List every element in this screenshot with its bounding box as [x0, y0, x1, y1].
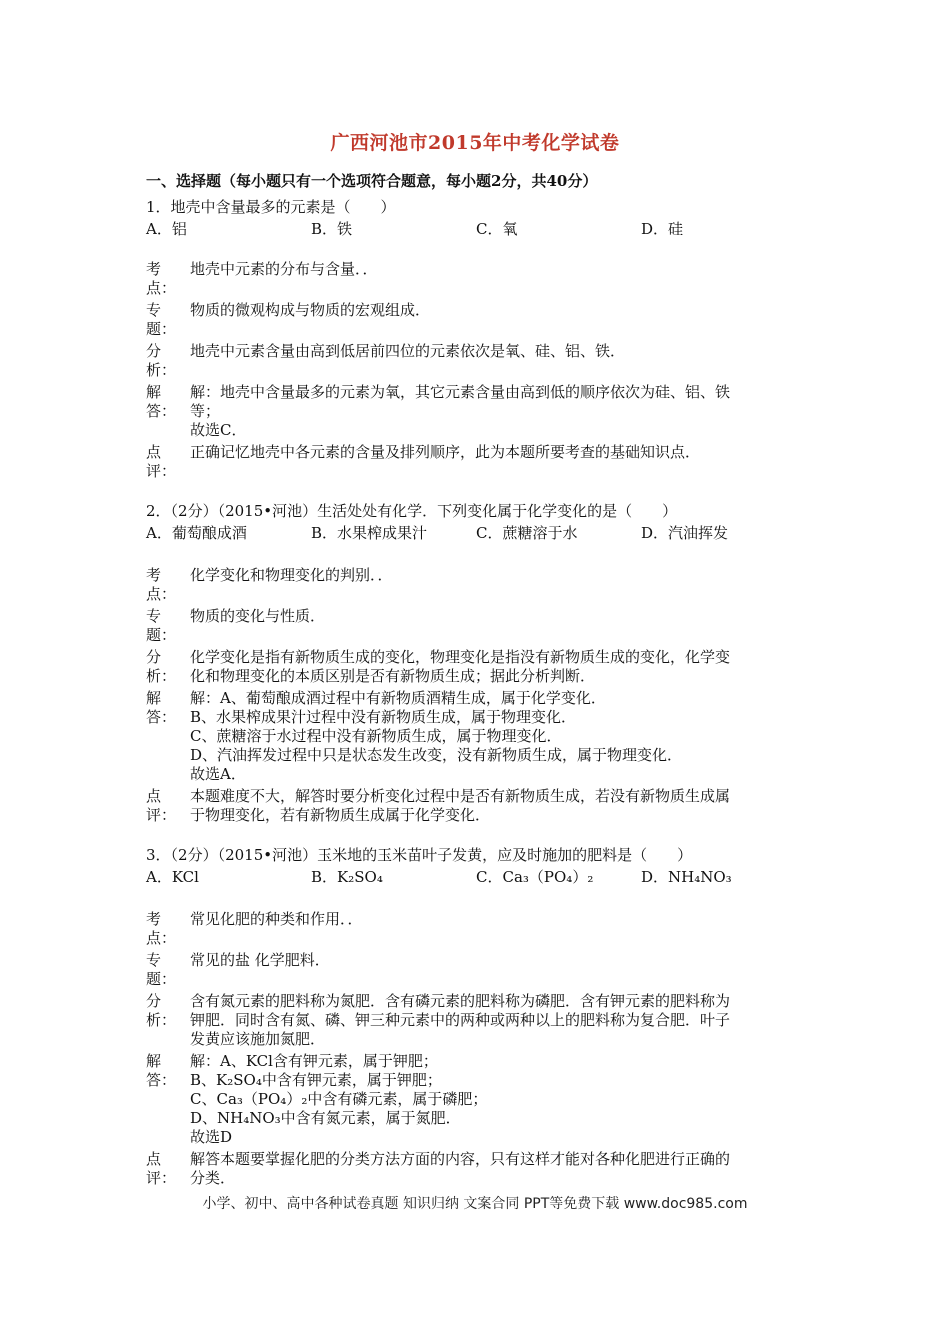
row-label: 解: [146, 689, 162, 707]
row-text: B、水果榨成果汁过程中没有新物质生成，属于物理变化．: [190, 708, 577, 726]
row-label: 题：: [146, 626, 177, 644]
row-text: 常见化肥的种类和作用．．: [190, 910, 363, 928]
row-text: 地壳中元素的分布与含量．．: [190, 260, 378, 278]
row-text: 正确记忆地壳中各元素的含量及排列顺序，此为本题所要考查的基础知识点．: [190, 443, 701, 461]
question-stem: 3．（2分）（2015•河池）玉米地的玉米苗叶子发黄，应及时施加的肥料是（ ）: [146, 846, 693, 864]
row-label: 专: [146, 607, 162, 625]
row-label: 答：: [146, 402, 177, 420]
analysis-fenxi: [146, 342, 806, 380]
analysis-zhuanti: [146, 301, 806, 339]
row-label: 解: [146, 1052, 162, 1070]
row-label: 点：: [146, 279, 177, 297]
row-label: 分: [146, 992, 162, 1010]
row-text: 故选D: [190, 1128, 233, 1146]
row-text: 故选C．: [190, 421, 247, 439]
row-label: 专: [146, 951, 162, 969]
analysis-dianping: [146, 1150, 806, 1188]
row-label: 点：: [146, 929, 177, 947]
row-text: 物质的变化与性质．: [190, 607, 326, 625]
analysis-jieda: [146, 1052, 806, 1147]
row-text: D、NH₄NO₃中含有氮元素，属于氮肥．: [190, 1109, 461, 1127]
row-text: 钾肥．同时含有氮、磷、钾三种元素中的两种或两种以上的肥料称为复合肥．叶子: [190, 1011, 731, 1029]
row-text: 等；: [190, 402, 221, 420]
row-text: 解：地壳中含量最多的元素为氧，其它元素含量由高到低的顺序依次为硅、铝、铁: [190, 383, 731, 401]
row-text: 地壳中元素含量由高到低居前四位的元素依次是氧、硅、铝、铁．: [190, 342, 626, 360]
row-text: D、汽油挥发过程中只是状态发生改变，没有新物质生成，属于物理变化．: [190, 746, 683, 764]
analysis-block: [146, 910, 806, 1191]
row-label: 解: [146, 383, 162, 401]
option-d: D．硅: [641, 220, 684, 238]
page-title: 广西河池市2015年中考化学试卷: [330, 132, 620, 154]
analysis-jieda: [146, 383, 806, 440]
row-text: 物质的微观构成与物质的宏观组成．: [190, 301, 431, 319]
question-options: [146, 522, 826, 544]
row-text: B、K₂SO₄中含有钾元素，属于钾肥；: [190, 1071, 442, 1089]
analysis-block: [146, 260, 806, 484]
analysis-dianping: [146, 443, 806, 481]
row-label: 点: [146, 443, 162, 461]
row-label: 答：: [146, 708, 177, 726]
analysis-zhuanti: [146, 607, 806, 645]
row-label: 考: [146, 910, 162, 928]
section-heading: 一、选择题（每小题只有一个选项符合题意，每小题2分，共40分）: [146, 172, 598, 190]
row-label: 点: [146, 787, 162, 805]
analysis-kaodian: [146, 260, 806, 298]
analysis-block: [146, 566, 806, 828]
row-text: 含有氮元素的肥料称为氮肥．含有磷元素的肥料称为磷肥．含有钾元素的肥料称为: [190, 992, 731, 1010]
row-text: 化学变化和物理变化的判别．．: [190, 566, 393, 584]
row-label: 点：: [146, 585, 177, 603]
question-options: [146, 218, 826, 240]
option-c: C．Ca₃（PO₄）₂: [476, 868, 594, 886]
row-label: 点: [146, 1150, 162, 1168]
row-text: 解答本题要掌握化肥的分类方法方面的内容，只有这样才能对各种化肥进行正确的: [190, 1150, 731, 1168]
question-stem: 2．（2分）（2015•河池）生活处处有化学．下列变化属于化学变化的是（ ）: [146, 502, 678, 520]
option-c: C．蔗糖溶于水: [476, 524, 578, 542]
row-label: 分: [146, 648, 162, 666]
row-label: 析：: [146, 667, 177, 685]
row-label: 题：: [146, 970, 177, 988]
option-b: B．铁: [311, 220, 353, 238]
row-text: 解：A、葡萄酿成酒过程中有新物质酒精生成，属于化学变化．: [190, 689, 606, 707]
row-text: 于物理变化，若有新物质生成属于化学变化．: [190, 806, 491, 824]
analysis-jieda: [146, 689, 806, 784]
row-text: C、蔗糖溶于水过程中没有新物质生成，属于物理变化．: [190, 727, 562, 745]
row-label: 考: [146, 260, 162, 278]
row-text: 发黄应该施加氮肥．: [190, 1030, 326, 1048]
option-a: A．葡萄酿成酒: [146, 524, 247, 542]
option-d: D．NH₄NO₃: [641, 868, 732, 886]
option-d: D．汽油挥发: [641, 524, 729, 542]
analysis-fenxi: [146, 992, 806, 1049]
analysis-kaodian: [146, 566, 806, 604]
row-label: 考: [146, 566, 162, 584]
row-label: 答：: [146, 1071, 177, 1089]
row-label: 评：: [146, 806, 177, 824]
row-text: 常见的盐 化学肥料．: [190, 951, 330, 969]
analysis-zhuanti: [146, 951, 806, 989]
page-footer: 小学、初中、高中各种试卷真题 知识归纳 文案合同 PPT等免费下载 www.doc985.com: [202, 1196, 748, 1212]
row-text: 分类．: [190, 1169, 236, 1187]
row-text: 解：A、KCl含有钾元素，属于钾肥；: [190, 1052, 438, 1070]
option-c: C．氧: [476, 220, 518, 238]
question-options: [146, 866, 826, 888]
option-a: A．KCl: [146, 868, 199, 886]
row-text: 本题难度不大，解答时要分析变化过程中是否有新物质生成，若没有新物质生成属: [190, 787, 731, 805]
row-text: 化学变化是指有新物质生成的变化，物理变化是指没有新物质生成的变化，化学变: [190, 648, 731, 666]
row-label: 评：: [146, 462, 177, 480]
row-text: 化和物理变化的本质区别是否有新物质生成；据此分析判断．: [190, 667, 596, 685]
analysis-kaodian: [146, 910, 806, 948]
question-stem: 1．地壳中含量最多的元素是（ ）: [146, 198, 396, 216]
row-text: C、Ca₃（PO₄）₂中含有磷元素，属于磷肥；: [190, 1090, 488, 1108]
analysis-dianping: [146, 787, 806, 825]
row-label: 评：: [146, 1169, 177, 1187]
option-b: B．水果榨成果汁: [311, 524, 428, 542]
row-text: 故选A．: [190, 765, 246, 783]
analysis-fenxi: [146, 648, 806, 686]
row-label: 析：: [146, 1011, 177, 1029]
row-label: 析：: [146, 361, 177, 379]
option-b: B．K₂SO₄: [311, 868, 383, 886]
row-label: 专: [146, 301, 162, 319]
row-label: 分: [146, 342, 162, 360]
row-label: 题：: [146, 320, 177, 338]
option-a: A．铝: [146, 220, 187, 238]
